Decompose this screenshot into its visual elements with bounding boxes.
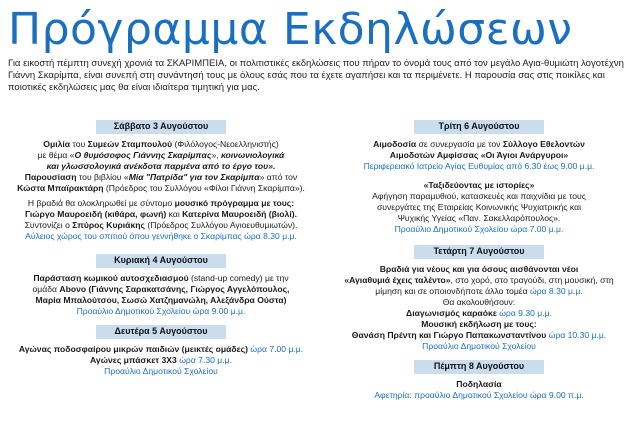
day-header: Πέμπτη 8 Αυγούστου bbox=[414, 360, 544, 374]
event-location: Περιφερειακό Ιατρείο Αγίας Ευθυμίας από 6.30 έως 9.00 μ.μ. bbox=[363, 161, 595, 171]
intro-paragraph: Για εικοστή πέμπτη συνεχή χρονιά τα ΣΚΑΡΙΜΠΕΙΑ, οι πολιτιστικές εκδηλώσεις που πήραν το όνομά τους από τον μεγάλο Αγια-θυμιώτη λογοτέχνη Γιάννη Σκαρίμπα, είναι συνεπή στη συνάντησή τους με όλους εσάς που τα έχετε αγαπήσει και τα περιμένετε. Η παρουσία σας στις ποικίλες και ποιοτικές εκδηλώσεις μας θα είναι ιδιαίτερα τιμητική για μας. bbox=[8, 58, 624, 93]
event-bold: Ομιλία bbox=[43, 139, 71, 149]
event-text: Ποδηλασία Αφετηρία: προαύλιο Δημοτικού Σχολείου ώρα 9.00 π.μ. bbox=[326, 379, 632, 401]
event-location: Προαύλιο Δημοτικού Σχολείου bbox=[422, 341, 536, 351]
event-text: Αγώνας ποδοσφαίρου μικρών παιδιών (μεικτές ομάδες) ώρα 7.00 μ.μ. Αγώνες μπάσκετ 3Χ3 ώρα 7.30 μ.μ. Προαύλιο Δημοτικού Σχολείου bbox=[8, 344, 314, 377]
day-header: Δευτέρα 5 Αυγούστου bbox=[96, 325, 226, 339]
event-location: Προαύλιο Δημοτικού Σχολείου ώρα 7.00 μ.μ. bbox=[394, 224, 564, 234]
day-monday-5 bbox=[8, 325, 314, 377]
event-text: Ομιλία του Συμεών Σταμπουλού (Φιλόλογος-Νεοελληνιστής) με θέμα «Ο θυμόσοφος Γιάννης Σκαρίμπας», κοινωνιολογικά και γλωσσολογικά ανέκδοτα παρμένα από το έργο του». Παρουσίαση του βιβλίου «Μία "Πατρίδα" για τον Σκαρίμπα» από τον Κώστα Μπαϊρακτάρη (Πρόεδρος του Συλλόγου «Φίλοι Γιάννη Σκαρίμπα»). Η βραδιά θα ολοκληρωθεί με σύντομο μουσικό πρόγραμμα με τους: Γιώργο Μαυροειδή (κιθάρα, φωνή) και Κατερίνα Μαυροειδή (βιολί). Συντονίζει ο Σπύρος Κυριάκης (Πρόεδρος Συλλόγου Αγιοευθυμιωτών). Αύλειος χώρος του σπιτιού όπου γεννήθηκε ο Σκαρίμπας ώρα 8.30 μ.μ. bbox=[8, 139, 314, 242]
day-wednesday-7 bbox=[326, 245, 632, 352]
right-column bbox=[326, 120, 632, 407]
event-location: Προαύλιο Δημοτικού Σχολείου bbox=[104, 366, 218, 376]
event-location: Αύλειος χώρος του σπιτιού όπου γεννήθηκε ο Σκαρίμπας ώρα 8.30 μ.μ. bbox=[25, 231, 297, 241]
day-header: Τρίτη 6 Αυγούστου bbox=[414, 120, 544, 134]
left-column bbox=[8, 120, 314, 383]
event-storytelling bbox=[326, 180, 632, 235]
event-location: Προαύλιο Δημοτικού Σχολείου ώρα 9.00 μ.μ. bbox=[76, 306, 246, 316]
day-tuesday-6 bbox=[326, 120, 632, 172]
day-saturday-3 bbox=[8, 120, 314, 242]
page-title: Πρόγραμμα Εκδηλώσεων bbox=[8, 4, 573, 55]
day-header: Τετάρτη 7 Αυγούστου bbox=[414, 245, 544, 259]
event-text: Αιμοδοσία σε συνεργασία με τον Σύλλογο Εθελοντών Αιμοδοτών Αμφίσσας «Οι Άγιοι Ανάργυροι» Περιφερειακό Ιατρείο Αγίας Ευθυμίας από 6.30 έως 9.00 μ.μ. bbox=[326, 139, 632, 172]
day-header: Σάββατο 3 Αυγούστου bbox=[96, 120, 226, 134]
event-text: Βραδιά για νέους και για όσους αισθάνονται νέοι «Αγιαθυμιά έχεις ταλέντο», στο χορό, στο τραγούδι, στη μουσική, στη μίμηση και σε οποιονδήποτε άλλο τομέα ώρα 8.30 μ.μ. Θα ακολουθήσουν: Διαγωνισμός καραόκε ώρα 9.30 μ.μ. Μουσική εκδήλωση με τους: Θανάση Πρέντη και Γιώργο Παπακωνσταντίνου ώρα 10.30 μ.μ. Προαύλιο Δημοτικού Σχολείου bbox=[326, 264, 632, 352]
day-header: Κυριακή 4 Αυγούστου bbox=[96, 254, 226, 268]
event-text: «Ταξιδεύοντας με ιστορίες» Αφήγηση παραμυθιού, κατασκευές και παιχνίδια με τους συνεργάτες της Εταιρείας Κοινωνικής Ψυχιατρικής και Ψυχικής Υγείας «Παν. Σακελλαρόπουλος». Προαύλιο Δημοτικού Σχολείου ώρα 7.00 μ.μ. bbox=[326, 180, 632, 235]
event-location: Αφετηρία: προαύλιο Δημοτικού Σχολείου ώρα 9.00 π.μ. bbox=[374, 390, 584, 400]
event-text: Παράσταση κωμικού αυτοσχεδιασμού (stand-up comedy) με την ομάδα Αbονο (Γιάννης Σαρακατσάνης, Γιώργος Αγγελόπουλος, Μαρία Μπαλούτσου, Σωσώ Χατζημανώλη, Αλεξάνδρα Ούστα) Προαύλιο Δημοτικού Σχολείου ώρα 9.00 μ.μ. bbox=[8, 273, 314, 317]
day-sunday-4 bbox=[8, 254, 314, 317]
day-thursday-8 bbox=[326, 360, 632, 401]
